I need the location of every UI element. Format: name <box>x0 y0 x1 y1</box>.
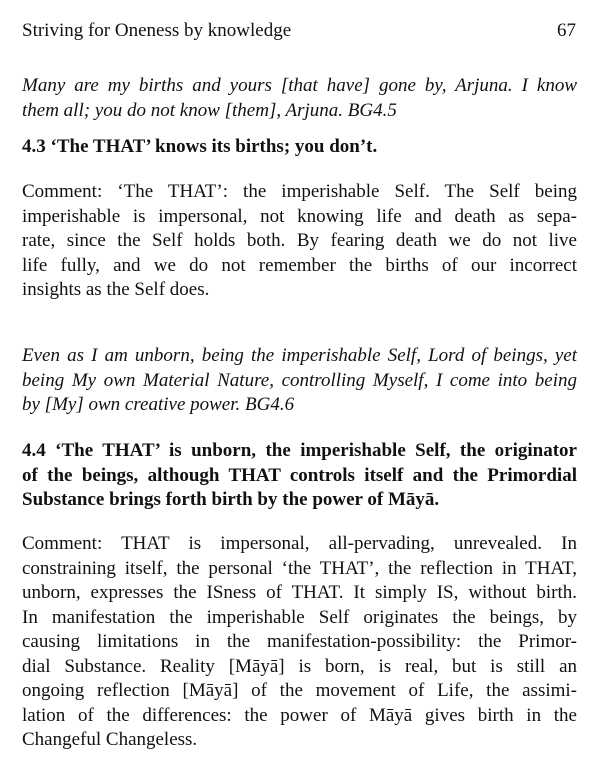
comment-line: lation of the differences: the power of Māyā gives birth in the <box>22 704 577 726</box>
comment-line: constraining itself, the personal ‘the THAT’, the reflection in THAT, <box>22 557 577 579</box>
running-title: Striving for Oneness by knowledge <box>22 20 292 41</box>
comment-line: ongoing reflection [Māyā] of the movement of Life, the assimi- <box>22 680 577 701</box>
comment-line: rate, since the Self holds both. By fearing death we do not live <box>22 230 577 251</box>
page-header <box>22 20 576 42</box>
verse-line: by [My] own creative power. BG4.6 <box>22 394 295 415</box>
comment-line: insights as the Self does. <box>22 279 210 300</box>
page-number: 67 <box>557 20 576 41</box>
section-heading-4-4 <box>22 439 577 513</box>
comment-line: In manifestation the imperishable Self originates the beings, by <box>22 606 577 628</box>
comment-4-4 <box>22 532 577 753</box>
verse-bg4-5 <box>22 74 577 123</box>
verse-bg4-6 <box>22 344 577 418</box>
heading-line: Substance brings forth birth by the power of Māyā. <box>22 489 440 510</box>
comment-line: life fully, and we do not remember the births of our incorrect <box>22 254 577 276</box>
verse-line: Even as I am unborn, being the imperishable Self, Lord of beings, yet <box>22 345 577 366</box>
comment-line: causing limitations in the manifestation-possibility: the Primor- <box>22 631 577 652</box>
section-heading-4-3 <box>22 135 577 160</box>
comment-line: Comment: THAT is impersonal, all-pervading, unrevealed. In <box>22 533 577 554</box>
verse-line: being My own Material Nature, controlling Myself, I come into being <box>22 369 577 391</box>
heading-line: of the beings, although THAT controls itself and the Primordial <box>22 464 577 486</box>
comment-line: dial Substance. Reality [Māyā] is born, is real, but is still an <box>22 655 577 677</box>
verse-line: Many are my births and yours [that have] gone by, Arjuna. I know <box>22 75 577 96</box>
comment-4-3 <box>22 180 577 303</box>
verse-line: them all; you do not know [them], Arjuna. BG4.5 <box>22 99 397 121</box>
comment-line: unborn, expresses the ISness of THAT. It simply IS, without birth. <box>22 582 577 603</box>
heading-line: 4.3 ‘The THAT’ knows its births; you don’t. <box>22 136 378 157</box>
comment-line: imperishable is impersonal, not knowing life and death as sepa- <box>22 205 577 227</box>
comment-line: Changeful Changeless. <box>22 729 198 750</box>
comment-line: Comment: ‘The THAT’: the imperishable Self. The Self being <box>22 181 577 202</box>
heading-line: 4.4 ‘The THAT’ is unborn, the imperishable Self, the originator <box>22 440 577 461</box>
